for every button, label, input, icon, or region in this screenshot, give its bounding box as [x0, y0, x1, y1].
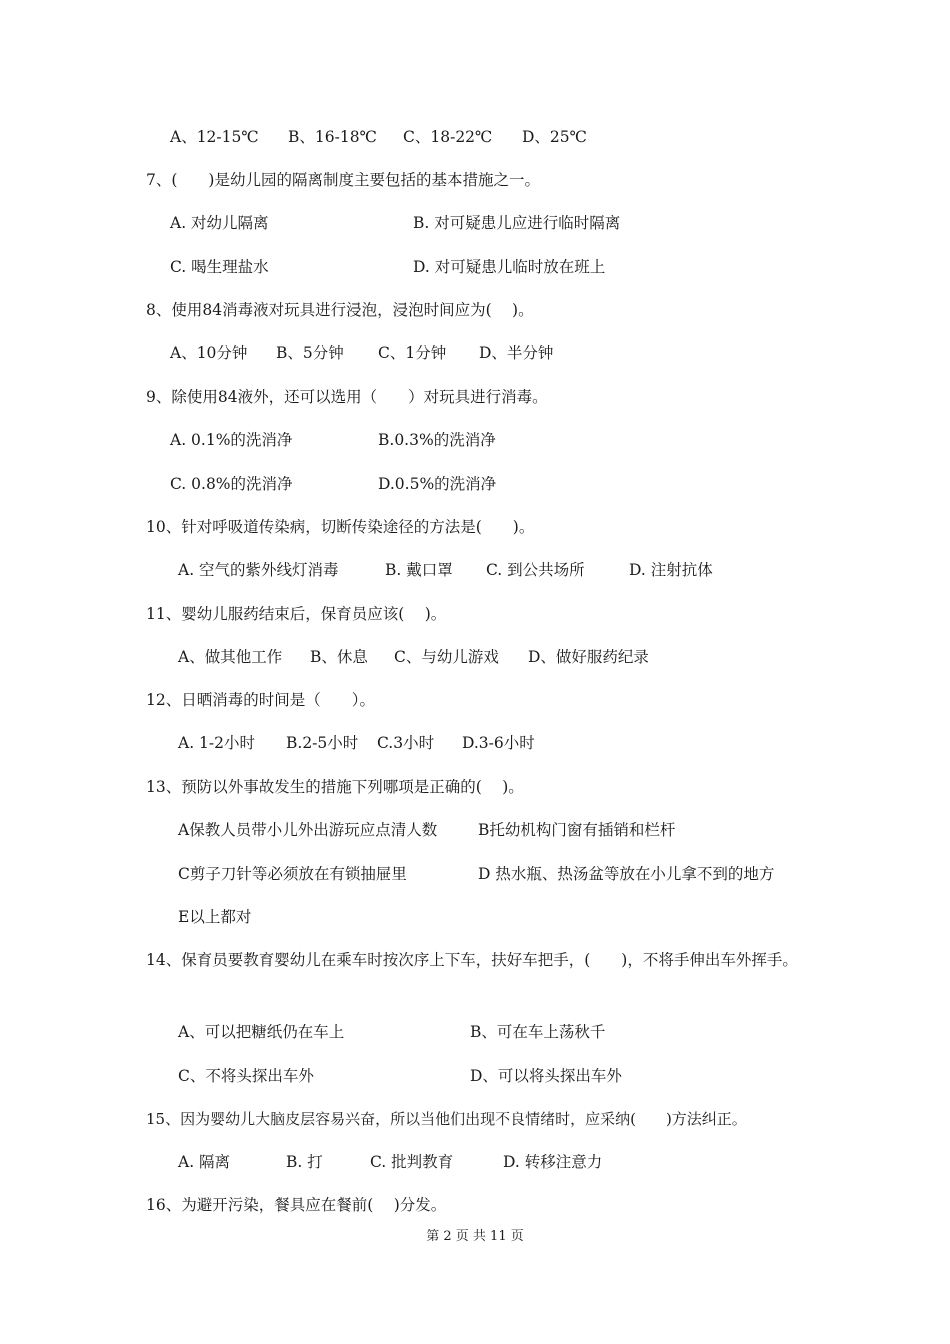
q15-option-d: D. 转移注意力: [503, 1153, 603, 1171]
q13-option-a: A保教人员带小儿外出游玩应点清人数: [178, 821, 438, 839]
q14-option-d: D、可以将头探出车外: [470, 1067, 622, 1085]
q11-stem: 11、婴幼儿服药结束后，保育员应该( )。: [146, 605, 447, 623]
q9-stem: 9、除使用84液外，还可以选用（ ）对玩具进行消毒。: [146, 388, 548, 406]
q10-stem: 10、针对呼吸道传染病，切断传染途径的方法是( )。: [146, 518, 535, 536]
q13-option-b: B托幼机构门窗有插销和栏杆: [478, 821, 676, 839]
q6-option-d: D、25℃: [522, 128, 587, 146]
q6-option-c: C、18-22℃: [403, 128, 493, 146]
q7-option-a: A. 对幼儿隔离: [170, 214, 269, 232]
q12-option-b: B.2-5小时: [286, 734, 359, 752]
q13-option-d: D 热水瓶、热汤盆等放在小儿拿不到的地方: [478, 865, 775, 883]
q8-option-b: B、5分钟: [276, 344, 344, 362]
q12-option-c: C.3小时: [377, 734, 435, 752]
q15-option-c: C. 批判教育: [370, 1153, 454, 1171]
q8-stem: 8、使用84消毒液对玩具进行浸泡，浸泡时间应为( )。: [146, 301, 534, 319]
q11-option-b: B、休息: [310, 648, 368, 666]
q9-option-c: C. 0.8%的洗消净: [170, 475, 293, 493]
q9-option-d: D.0.5%的洗消净: [378, 475, 497, 493]
q15-option-b: B. 打: [286, 1153, 323, 1171]
q7-option-c: C. 喝生理盐水: [170, 258, 269, 276]
q16-stem: 16、为避开污染，餐具应在餐前( )分发。: [146, 1196, 447, 1214]
q11-option-d: D、做好服药纪录: [528, 648, 649, 666]
q12-option-d: D.3-6小时: [462, 734, 535, 752]
q15-stem: 15、因为婴幼儿大脑皮层容易兴奋，所以当他们出现不良情绪时，应采纳( )方法纠正。: [146, 1110, 747, 1128]
q7-option-d: D. 对可疑患儿临时放在班上: [413, 258, 606, 276]
q14-option-b: B、可在车上荡秋千: [470, 1023, 606, 1041]
q8-option-d: D、半分钟: [479, 344, 554, 362]
q6-option-b: B、16-18℃: [288, 128, 377, 146]
q7-option-b: B. 对可疑患儿应进行临时隔离: [413, 214, 621, 232]
q13-stem: 13、预防以外事故发生的措施下列哪项是正确的( )。: [146, 778, 524, 796]
q10-option-a: A. 空气的紫外线灯消毒: [178, 561, 339, 579]
q13-option-c: C剪子刀针等必须放在有锁抽屉里: [178, 865, 407, 883]
q15-option-a: A. 隔离: [178, 1153, 231, 1171]
q12-stem: 12、日晒消毒的时间是（ ）。: [146, 691, 375, 709]
q10-option-b: B. 戴口罩: [385, 561, 453, 579]
q9-option-a: A. 0.1%的洗消净: [170, 431, 293, 449]
q11-option-c: C、与幼儿游戏: [394, 648, 499, 666]
q10-option-c: C. 到公共场所: [486, 561, 585, 579]
q12-option-a: A. 1-2小时: [178, 734, 256, 752]
q8-option-a: A、10分钟: [170, 344, 248, 362]
q6-option-a: A、12-15℃: [170, 128, 259, 146]
page-number: 第 2 页 共 11 页: [426, 1229, 524, 1244]
q8-option-c: C、1分钟: [378, 344, 447, 362]
q7-stem: 7、( )是幼儿园的隔离制度主要包括的基本措施之一。: [146, 171, 540, 189]
q9-option-b: B.0.3%的洗消净: [378, 431, 496, 449]
q14-option-c: C、不将头探出车外: [178, 1067, 314, 1085]
q14-stem: 14、保育员要教育婴幼儿在乘车时按次序上下车，扶好车把手，( )，不将手伸出车外挥手。: [146, 951, 798, 969]
q13-option-e: E以上都对: [178, 908, 252, 926]
q11-option-a: A、做其他工作: [178, 648, 283, 666]
q14-option-a: A、可以把糖纸仍在车上: [178, 1023, 345, 1041]
q10-option-d: D. 注射抗体: [629, 561, 713, 579]
